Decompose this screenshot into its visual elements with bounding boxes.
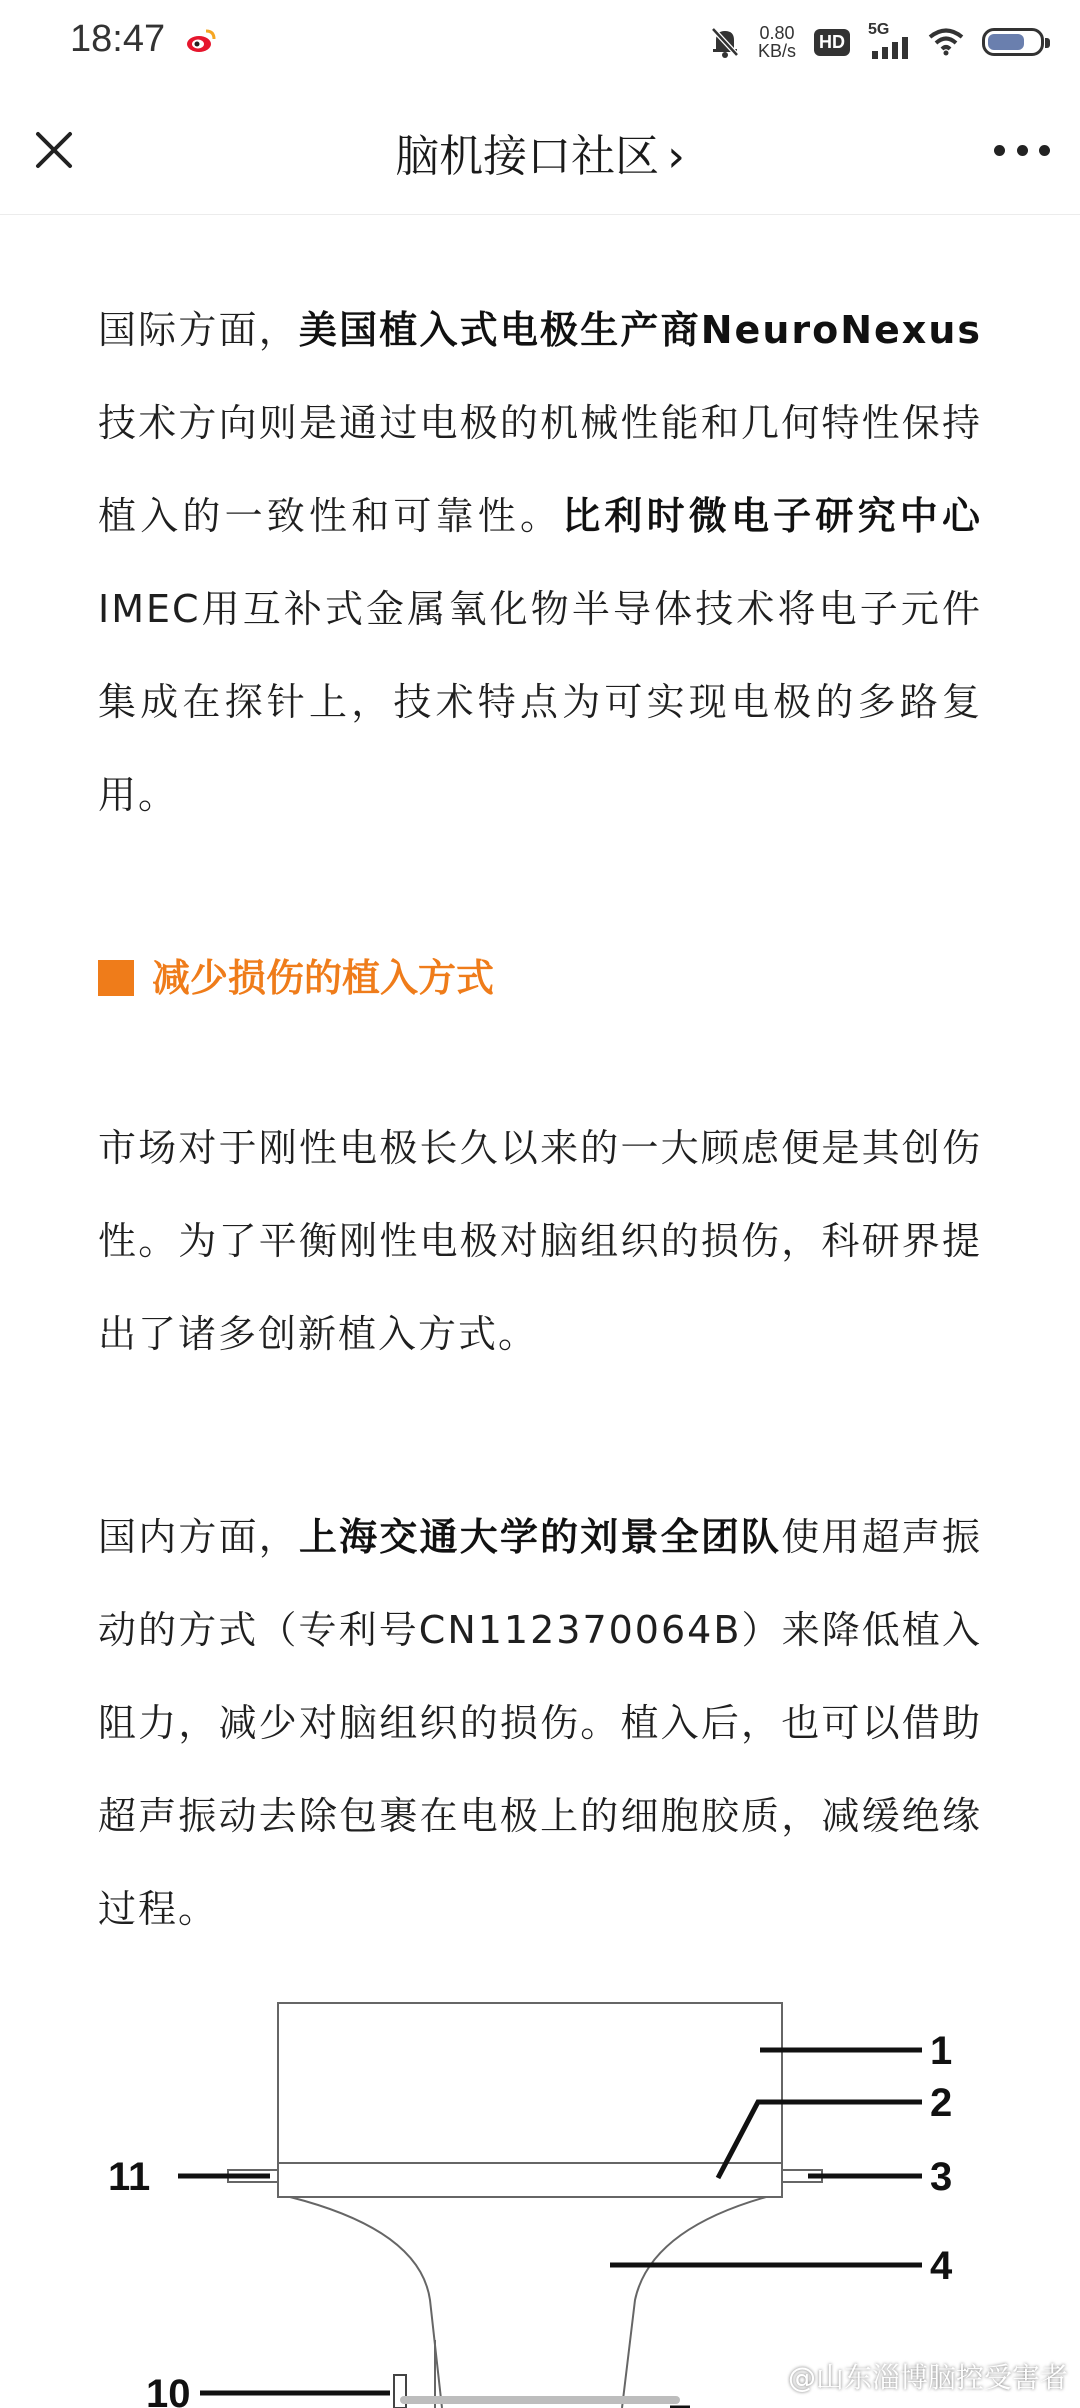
signal-bars-icon	[872, 37, 910, 59]
hd-badge: HD	[814, 29, 850, 56]
bold-text: 比利时微电子研究中心	[562, 494, 982, 538]
figure-label: 4	[930, 2244, 953, 2288]
paragraph-domestic	[98, 1491, 982, 1956]
status-time: 18:47	[70, 18, 166, 60]
figure-label: 1	[930, 2029, 953, 2073]
net-speed-value: 0.80	[759, 23, 795, 43]
article-body	[98, 284, 982, 1956]
bold-text: 美国植入式电极生产商NeuroNexus	[298, 308, 982, 352]
figure-label: 11	[108, 2155, 151, 2199]
home-indicator[interactable]	[400, 2396, 680, 2404]
watermark-text: @山东淄博脑控受害者	[787, 2361, 1068, 2394]
section-heading-text: 减少损伤的植入方式	[152, 956, 495, 1000]
text-span: 使用超声振动的方式（专利号CN112370064B）来降低植入阻力，减少对脑组织的损伤。植入后，也可以借助超声振动去除包裹在电极上的细胞胶质，减缓绝缘过程。	[98, 1515, 982, 1931]
text-span: 国内方面，	[98, 1515, 299, 1559]
mute-bell-icon	[710, 26, 740, 58]
weibo-icon	[186, 28, 216, 54]
signal-label: 5G	[868, 21, 890, 38]
figure-label: 3	[930, 2155, 953, 2199]
nav-bar	[0, 84, 1080, 215]
wifi-icon	[928, 28, 964, 56]
net-speed	[758, 24, 796, 60]
bold-text: 上海交通大学的刘景全团队	[298, 1515, 782, 1559]
chevron-right-icon: ›	[667, 131, 685, 182]
section-heading	[98, 948, 982, 1008]
signal-icon	[868, 21, 910, 59]
paragraph-market: 市场对于刚性电极长久以来的一大顾虑便是其创伤性。为了平衡刚性电极对脑组织的损伤，科研界提出了诸多创新植入方式。	[98, 1126, 982, 1356]
account-title-link[interactable]	[0, 120, 1080, 184]
text-span: 技术方向则是通过电极的机械性能和几何特性保持植入的一致性和可靠性。	[98, 401, 982, 538]
figure-label: 2	[930, 2081, 953, 2125]
text-span: 国际方面，	[98, 308, 299, 352]
patent-diagram-image	[90, 1980, 990, 2408]
square-bullet-icon	[98, 960, 134, 996]
status-bar	[0, 0, 1080, 84]
more-menu-icon[interactable]	[994, 128, 1050, 172]
paragraph-international	[98, 284, 982, 842]
battery-icon	[982, 28, 1044, 56]
account-title: 脑机接口社区	[395, 131, 660, 182]
status-icons	[710, 16, 1044, 68]
text-span: IMEC用互补式金属氧化物半导体技术将电子元件集成在探针上，技术特点为可实现电极的多路复用。	[98, 587, 982, 817]
figure-label: 10	[146, 2372, 191, 2408]
net-speed-unit: KB/s	[757, 41, 796, 61]
